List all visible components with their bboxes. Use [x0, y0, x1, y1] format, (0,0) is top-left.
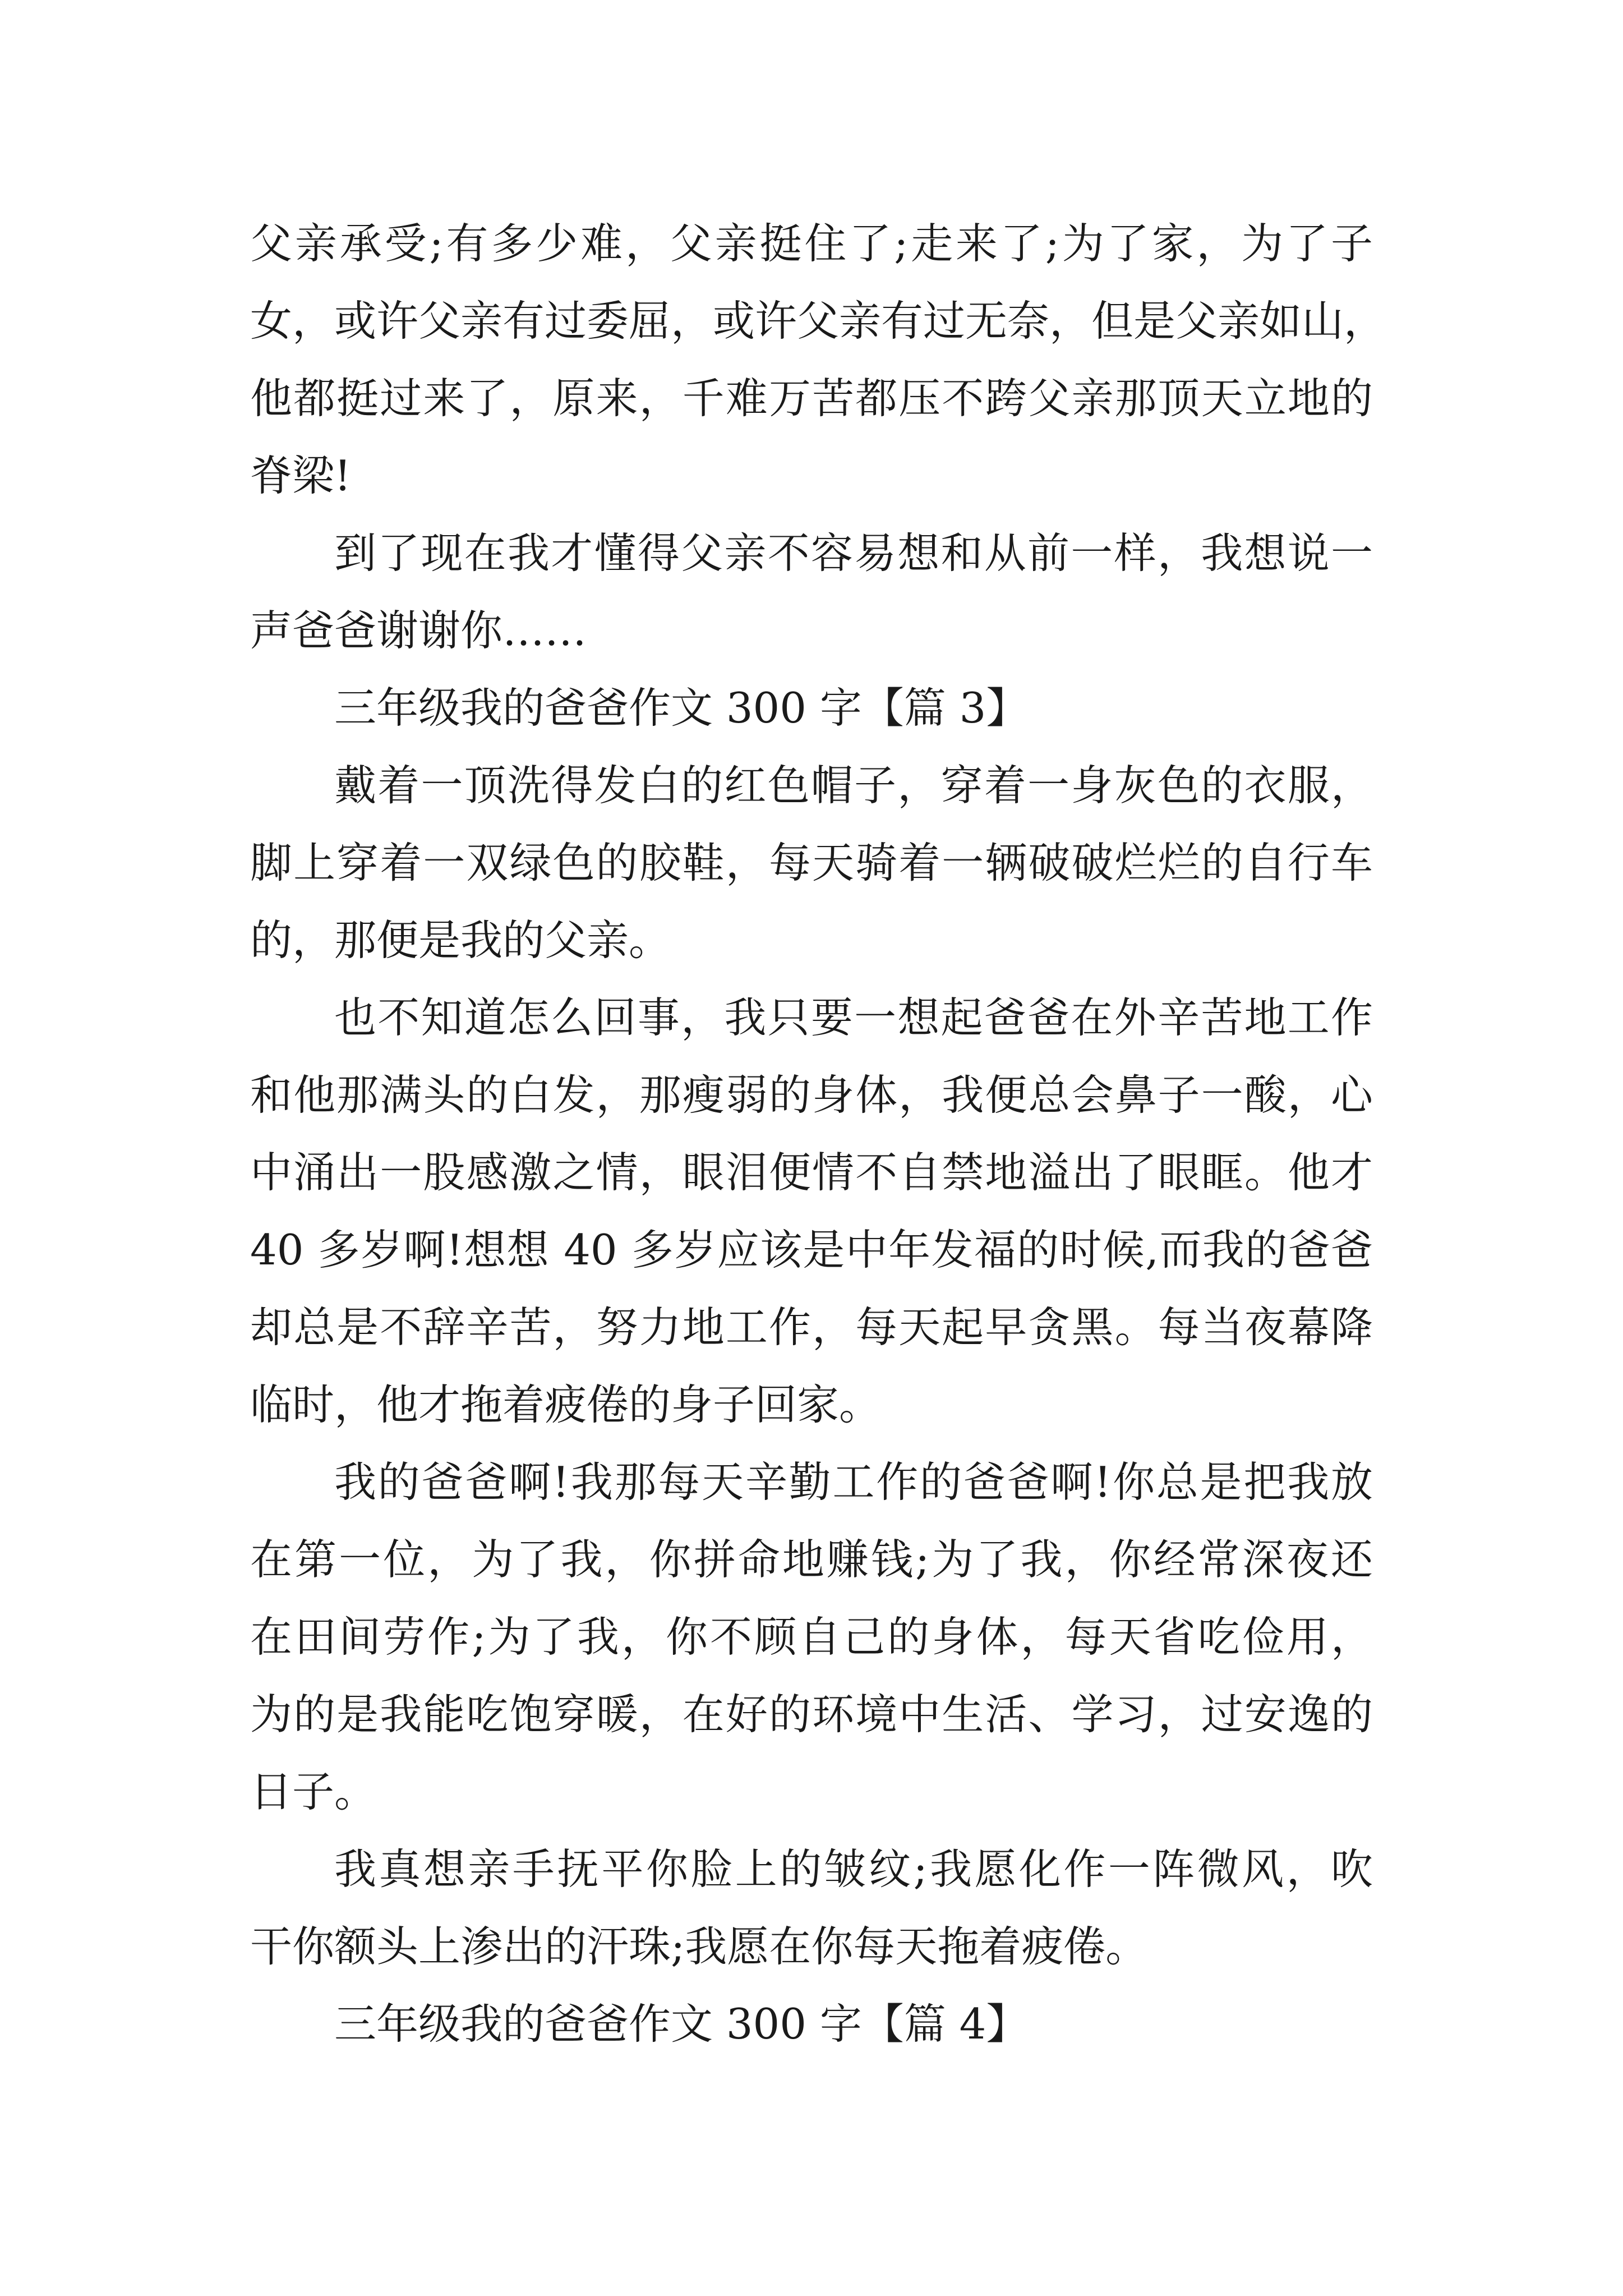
paragraph-line: 干你额头上渗出的汗珠;我愿在你每天拖着疲倦。: [250, 1922, 1148, 1971]
section-heading: 三年级我的爸爸作文 300 字【篇 4】: [334, 1999, 1029, 2049]
paragraph-line: 到了现在我才懂得父亲不容易想和从前一样，我想说一: [334, 528, 1373, 578]
paragraph-line: 女，或许父亲有过委屈，或许父亲有过无奈，但是父亲如山，: [250, 296, 1386, 346]
paragraph-line: 在田间劳作;为了我，你不顾自己的身体，每天省吃俭用，: [250, 1612, 1373, 1662]
paragraph-line: 和他那满头的白发，那瘦弱的身体，我便总会鼻子一酸，心: [250, 1070, 1373, 1120]
paragraph-line: 我真想亲手抚平你脸上的皱纹;我愿化作一阵微风，吹: [334, 1844, 1373, 1894]
paragraph-line: 我的爸爸啊!我那每天辛勤工作的爸爸啊!你总是把我放: [334, 1457, 1373, 1507]
section-heading: 三年级我的爸爸作文 300 字【篇 3】: [334, 683, 1029, 733]
essay-body: [250, 205, 1386, 2063]
paragraph-line: 他都挺过来了，原来，千难万苦都压不跨父亲那顶天立地的: [250, 374, 1373, 423]
paragraph-line: 在第一位，为了我，你拼命地赚钱;为了我，你经常深夜还: [250, 1535, 1373, 1584]
paragraph-line: 脊梁!: [250, 451, 352, 500]
paragraph-line: 的，那便是我的父亲。: [250, 915, 671, 965]
paragraph-line: 声爸爸谢谢你……: [250, 606, 587, 655]
paragraph-line: 戴着一顶洗得发白的红色帽子，穿着一身灰色的衣服，: [334, 761, 1373, 810]
paragraph-line: 脚上穿着一双绿色的胶鞋，每天骑着一辆破破烂烂的自行车: [250, 838, 1373, 887]
paragraph-line: 为的是我能吃饱穿暖，在好的环境中生活、学习，过安逸的: [250, 1690, 1373, 1739]
paragraph-line: 却总是不辞辛苦，努力地工作，每天起早贪黑。每当夜幕降: [250, 1303, 1373, 1352]
paragraph-line: 临时，他才拖着疲倦的身子回家。: [250, 1380, 882, 1429]
paragraph-line: 中涌出一股感激之情，眼泪便情不自禁地溢出了眼眶。他才: [250, 1148, 1373, 1197]
paragraph-line: 日子。: [250, 1767, 377, 1816]
paragraph-line: 父亲承受;有多少难，父亲挺住了;走来了;为了家，为了子: [250, 219, 1373, 268]
paragraph-line: 40 多岁啊!想想 40 多岁应该是中年发福的时候,而我的爸爸: [250, 1225, 1373, 1274]
paragraph-line: 也不知道怎么回事，我只要一想起爸爸在外辛苦地工作: [334, 993, 1373, 1042]
